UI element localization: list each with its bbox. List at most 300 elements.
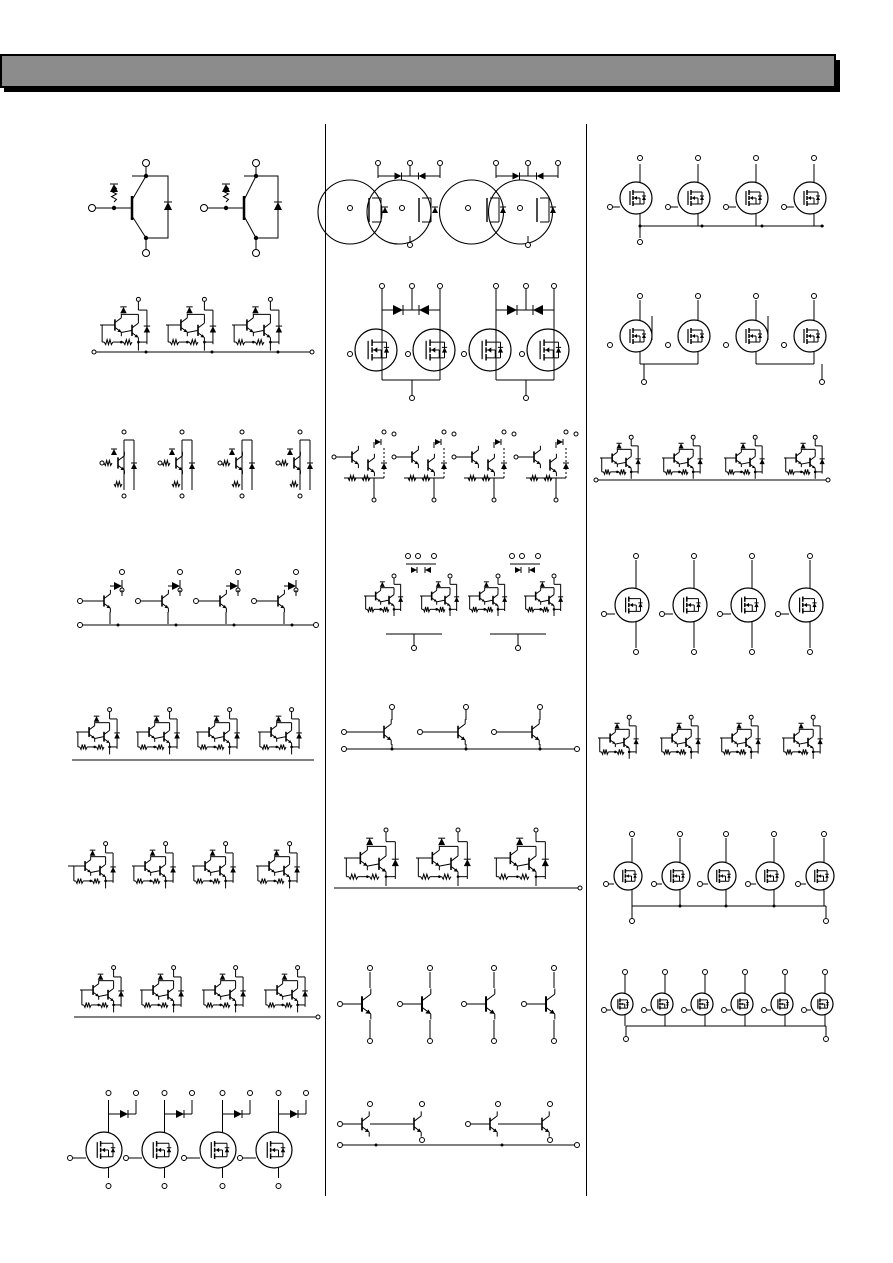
junction-dot: [501, 1144, 504, 1147]
terminal: [534, 828, 538, 832]
junction-dot: [736, 751, 739, 754]
junction-dot: [516, 875, 519, 878]
terminal: [106, 1184, 111, 1189]
terminal: [678, 832, 683, 837]
terminal: [512, 432, 516, 436]
wire: [677, 742, 686, 744]
terminal: [602, 612, 607, 617]
resistor: [84, 1002, 91, 1007]
diode: [290, 1110, 298, 1118]
diode: [169, 449, 175, 455]
mosfet-diode: [167, 1148, 172, 1153]
terminal: [136, 297, 140, 301]
resistor: [663, 749, 670, 754]
wire: [486, 994, 495, 1001]
mosfet-body: [367, 180, 431, 244]
resistor: [290, 482, 298, 487]
junction-dot: [614, 751, 617, 754]
diode: [229, 449, 235, 455]
mosfet-arrow: [487, 347, 491, 352]
resistor: [801, 749, 808, 754]
resistor: [681, 469, 688, 474]
junction-dot: [277, 351, 280, 354]
wire: [244, 216, 256, 238]
terminal: [420, 1102, 425, 1107]
terminal: [392, 574, 396, 578]
terminal: [629, 435, 633, 439]
wire: [368, 458, 374, 463]
terminal: [634, 554, 639, 559]
terminal: [252, 599, 257, 604]
diode: [307, 463, 313, 469]
junction-dot: [112, 206, 116, 210]
wire: [269, 860, 275, 864]
terminal: [724, 343, 729, 348]
terminal: [691, 435, 695, 439]
diode: [294, 867, 300, 873]
diode: [118, 991, 124, 997]
diode: [110, 184, 118, 192]
resistor: [260, 878, 267, 883]
junction-dot: [291, 624, 294, 627]
wire: [164, 730, 170, 734]
wire: [89, 726, 95, 730]
wire: [224, 730, 230, 734]
diode: [287, 449, 293, 455]
terminal: [238, 1156, 243, 1161]
terminal: [575, 1143, 580, 1148]
terminal: [288, 842, 292, 846]
junction-dot: [153, 746, 156, 749]
wire: [737, 742, 746, 744]
diode: [381, 463, 387, 469]
terminal: [78, 599, 83, 604]
terminal: [68, 1156, 73, 1161]
terminal: [240, 494, 244, 498]
terminal: [522, 1002, 527, 1007]
wire: [510, 850, 517, 855]
resistor: [80, 744, 87, 749]
mosfet-x6: [602, 970, 834, 1042]
terminal: [634, 650, 639, 655]
wire: [176, 456, 182, 461]
diode: [210, 326, 216, 332]
mosfet-diode: [442, 347, 447, 352]
junction-dot: [539, 748, 542, 751]
diode: [222, 184, 230, 192]
terminal: [78, 623, 83, 628]
terminal: [412, 646, 417, 651]
wire: [187, 330, 198, 332]
terminal: [812, 294, 817, 299]
wire: [159, 995, 168, 997]
resistor: [170, 340, 179, 345]
terminal: [823, 970, 828, 975]
terminal: [462, 1002, 467, 1007]
diode: [110, 867, 116, 873]
resistor: [140, 744, 147, 749]
wire: [220, 864, 226, 868]
resistor: [601, 749, 608, 754]
resistor: [153, 878, 160, 883]
terminal: [234, 966, 238, 970]
junction-dot: [639, 225, 642, 228]
terminal: [754, 156, 759, 161]
terminal: [743, 970, 748, 975]
mosfet-diode: [775, 874, 779, 878]
diode: [214, 716, 220, 722]
diode: [274, 850, 280, 856]
transistor-x3: [342, 705, 580, 752]
terminal: [172, 966, 176, 970]
terminal: [180, 494, 184, 498]
diode: [252, 307, 258, 313]
mosfet-diode: [681, 874, 685, 878]
wire: [294, 456, 300, 461]
diode: [150, 850, 156, 856]
terminal: [276, 1091, 281, 1096]
diode: [302, 991, 308, 997]
terminal: [776, 612, 781, 617]
terminal: [338, 1143, 343, 1148]
wire: [799, 742, 808, 744]
terminal: [348, 352, 353, 357]
terminal: [826, 478, 830, 482]
diode: [131, 463, 137, 469]
wire: [615, 742, 624, 744]
diode: [740, 443, 745, 448]
diode: [533, 305, 543, 315]
terminal: [348, 206, 353, 211]
diode: [676, 723, 681, 728]
junction-dot: [233, 624, 236, 627]
terminal: [298, 494, 302, 498]
terminal: [642, 380, 647, 385]
terminal: [813, 435, 817, 439]
resistor: [114, 482, 122, 487]
wire: [132, 216, 146, 238]
terminal: [143, 250, 150, 257]
terminal: [689, 715, 693, 719]
diode: [395, 173, 402, 180]
mosfet-arrow: [661, 1003, 663, 1006]
terminal: [496, 574, 500, 578]
terminal: [218, 461, 222, 465]
wire: [439, 864, 451, 866]
diode: [158, 974, 164, 980]
diode: [425, 567, 431, 573]
terminal: [627, 715, 631, 719]
terminal: [338, 1002, 343, 1007]
resistor: [123, 340, 132, 345]
terminal: [492, 966, 497, 971]
terminal: [438, 284, 443, 289]
wire: [384, 724, 391, 729]
resistor: [349, 874, 358, 879]
terminal: [608, 343, 613, 348]
resistor: [739, 749, 746, 754]
diode: [484, 582, 489, 587]
terminal: [746, 882, 751, 887]
wire: [153, 984, 159, 988]
mosfet-diode: [384, 347, 389, 352]
junction-dot: [120, 341, 123, 344]
terminal: [538, 705, 543, 710]
terminal: [682, 1008, 687, 1013]
mosfet-arrow: [804, 603, 807, 607]
wire: [244, 176, 256, 200]
terminal: [390, 705, 395, 710]
terminal: [268, 297, 272, 301]
terminal: [400, 206, 405, 211]
wire: [679, 462, 688, 464]
diode: [392, 859, 399, 866]
terminal: [158, 461, 162, 465]
junction-dot: [798, 751, 801, 754]
wire: [529, 856, 536, 861]
diode: [798, 723, 803, 728]
diode: [249, 463, 255, 469]
mosfet-arrow: [158, 1148, 161, 1153]
diode: [558, 597, 563, 602]
diode: [550, 207, 556, 213]
terminal: [696, 294, 701, 299]
terminal: [782, 205, 787, 210]
mosfet-diode: [696, 603, 700, 607]
mosfet-diode: [700, 196, 704, 200]
terminal: [332, 455, 336, 459]
wire: [432, 850, 439, 855]
diode: [432, 207, 438, 213]
resistor: [206, 1002, 213, 1007]
terminal: [552, 574, 556, 578]
terminal: [368, 1102, 373, 1107]
terminal: [524, 396, 529, 401]
terminal: [754, 294, 759, 299]
diode: [696, 739, 701, 744]
terminal: [290, 708, 294, 712]
resistor: [486, 607, 493, 612]
resistor: [367, 607, 374, 612]
mosfet-arrow: [808, 334, 811, 338]
darlington-x4: [100, 430, 313, 498]
junction-dot: [117, 624, 120, 627]
wire: [485, 600, 493, 602]
mosfet-arrow: [720, 874, 723, 878]
terminal: [162, 1184, 167, 1189]
wire: [108, 988, 114, 992]
mosfet-body: [440, 180, 504, 244]
terminal: [808, 554, 813, 559]
terminal: [692, 650, 697, 655]
junction-dot: [676, 751, 679, 754]
terminal: [304, 1091, 309, 1096]
wire: [220, 594, 226, 599]
wire: [367, 864, 379, 866]
terminal: [408, 243, 413, 248]
darlington-x4-thin: [594, 435, 830, 482]
terminal: [372, 498, 376, 502]
diode: [380, 582, 385, 587]
diode: [502, 597, 507, 602]
resistor: [527, 607, 534, 612]
mosfet-diode: [633, 874, 637, 878]
terminal: [432, 498, 436, 502]
wire: [205, 860, 211, 864]
diode: [276, 326, 282, 332]
mosfet-arrow: [746, 603, 749, 607]
terminal: [220, 1184, 225, 1189]
terminal: [428, 966, 433, 971]
diode: [419, 173, 426, 180]
terminal: [524, 284, 529, 289]
wire: [362, 994, 371, 1001]
diode: [537, 173, 544, 180]
darlington-x4-small: [72, 708, 314, 760]
wire: [146, 176, 168, 238]
terminal: [428, 1039, 433, 1044]
wire: [209, 726, 215, 730]
wire: [550, 458, 556, 463]
resistor: [743, 469, 750, 474]
junction-dot: [224, 206, 228, 210]
mosfet-arrow: [692, 334, 695, 338]
junction-dot: [800, 471, 803, 474]
mosfet-diode: [754, 603, 758, 607]
diode: [557, 439, 563, 445]
terminal: [452, 455, 456, 459]
diode: [495, 439, 501, 445]
wire: [277, 984, 283, 988]
mosfet-diode: [700, 334, 704, 338]
darlington-x3: [92, 297, 314, 354]
terminal: [510, 554, 515, 559]
resistor: [200, 744, 207, 749]
terminal: [182, 1156, 187, 1161]
wire: [490, 1116, 497, 1121]
resistor: [255, 340, 264, 345]
mosfet-diode: [111, 1148, 116, 1153]
junction-dot: [465, 748, 468, 751]
terminal: [298, 430, 302, 434]
wire: [437, 600, 445, 602]
terminal: [502, 430, 506, 434]
wire: [422, 994, 431, 1001]
mosfet-arrow: [674, 874, 677, 878]
terminal: [382, 430, 386, 434]
wire: [412, 450, 418, 455]
wire: [532, 724, 539, 729]
resistor: [104, 340, 113, 345]
terminal: [552, 284, 557, 289]
terminal: [722, 1008, 727, 1013]
wire: [118, 456, 124, 461]
wire: [211, 871, 220, 873]
wire: [283, 995, 292, 997]
diode: [240, 991, 246, 997]
terminal: [623, 970, 628, 975]
diode: [501, 463, 507, 469]
resistor: [617, 749, 624, 754]
junction-dot: [821, 225, 824, 228]
terminal: [750, 554, 755, 559]
terminal: [316, 1015, 320, 1019]
wire: [93, 984, 99, 988]
terminal: [520, 554, 525, 559]
wire: [121, 330, 132, 332]
terminal: [772, 832, 777, 837]
terminal: [802, 1008, 807, 1013]
junction-dot: [539, 608, 542, 611]
wire: [517, 864, 529, 866]
terminal: [392, 455, 396, 459]
junction-dot: [438, 875, 441, 878]
resistor: [236, 340, 245, 345]
diode: [144, 326, 150, 332]
diode: [540, 582, 545, 587]
terminal: [253, 160, 260, 167]
diode: [90, 850, 96, 856]
terminal: [202, 297, 206, 301]
diode: [563, 463, 569, 469]
terminal: [143, 160, 150, 167]
terminal: [466, 1122, 471, 1127]
terminal: [820, 380, 825, 385]
resistor: [520, 874, 529, 879]
diode: [382, 207, 388, 213]
diode: [464, 859, 471, 866]
junction-dot: [219, 1004, 222, 1007]
wire: [541, 600, 549, 602]
wire: [546, 994, 555, 1001]
junction-dot: [616, 471, 619, 474]
wire: [271, 726, 277, 730]
terminal: [89, 205, 96, 212]
resistor: [93, 878, 100, 883]
resistor: [213, 878, 220, 883]
terminal: [518, 206, 523, 211]
terminal: [462, 352, 467, 357]
terminal: [494, 284, 499, 289]
mosfet-pair-dual: [318, 161, 561, 248]
terminal: [456, 828, 460, 832]
diode: [282, 974, 288, 980]
wire: [145, 860, 151, 864]
terminal: [432, 554, 437, 559]
wire: [472, 450, 478, 455]
mosfet-diode: [816, 196, 820, 200]
junction-dot: [213, 746, 216, 749]
terminal: [552, 966, 557, 971]
diode: [186, 307, 192, 313]
mosfet-diode: [281, 1148, 286, 1153]
resistor: [136, 878, 143, 883]
diode: [636, 459, 641, 464]
wire: [414, 1116, 421, 1121]
resistor: [679, 749, 686, 754]
diode: [436, 582, 441, 587]
terminal: [236, 570, 241, 575]
diode: [698, 459, 703, 464]
wire: [115, 318, 121, 323]
junction-dot: [252, 341, 255, 344]
wire: [286, 730, 292, 734]
diode: [515, 567, 521, 573]
terminal: [178, 570, 183, 575]
mosfet-body: [489, 180, 553, 244]
mosfet-x4-vertical: [602, 554, 824, 655]
terminal: [294, 570, 299, 575]
